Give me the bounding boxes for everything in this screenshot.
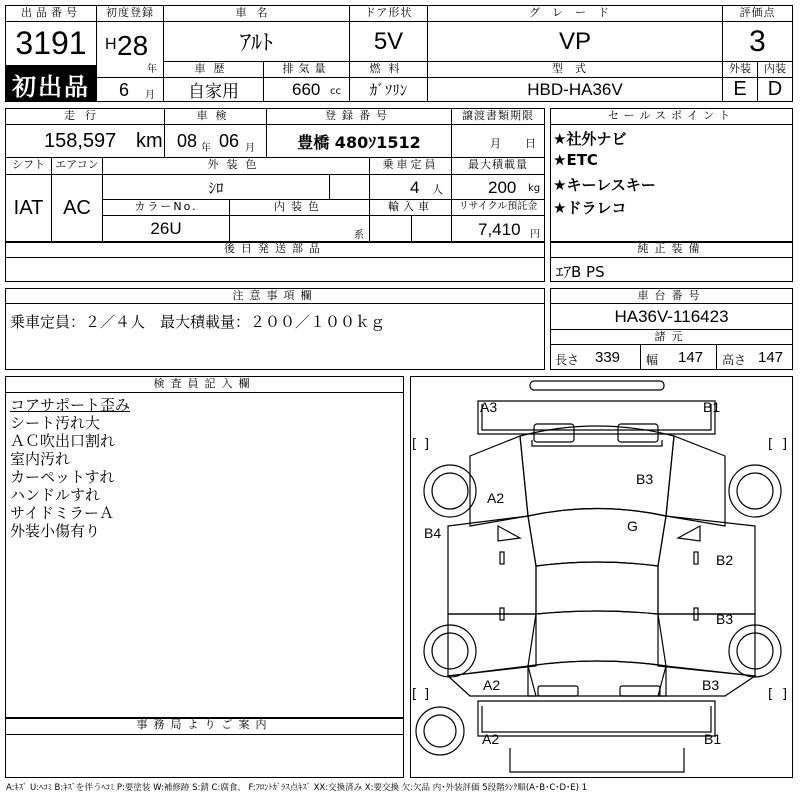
ext-color-value: ｼﾛ bbox=[103, 175, 330, 200]
sales-points-label: セールスポイント bbox=[550, 108, 793, 125]
car-name-label: 車名 bbox=[164, 5, 350, 22]
inspector-note: カーペットすれ bbox=[10, 468, 115, 486]
later-parts-label: 後日発送部品 bbox=[5, 242, 545, 258]
inspector-note: 室内汚れ bbox=[10, 450, 71, 468]
damage-mark-right-rear: B3 bbox=[716, 611, 734, 627]
interior-grade: D bbox=[758, 78, 793, 102]
length-value: 339 bbox=[595, 349, 621, 366]
damage-mark-left-door: B4 bbox=[424, 525, 442, 541]
reg-label: 初度登録 bbox=[97, 5, 164, 22]
import-cell-b bbox=[412, 216, 452, 242]
reg-era: H bbox=[105, 36, 117, 53]
ac-label: エアコン bbox=[52, 158, 103, 175]
svg-text:[: [ bbox=[768, 437, 774, 452]
damage-mark-windshield: G bbox=[627, 518, 638, 534]
damage-mark-front-right: B1 bbox=[703, 399, 721, 415]
sales-point-item: ★キーレスキー bbox=[553, 176, 656, 194]
grade-label: グレード bbox=[428, 5, 723, 22]
office-label: 事務局よりご案内 bbox=[5, 718, 404, 735]
recycle-cell bbox=[452, 216, 545, 242]
mileage-label: 走行 bbox=[5, 108, 165, 125]
ext-color-spare bbox=[330, 175, 370, 200]
displacement-value: 660 bbox=[292, 80, 321, 99]
fuel-value: ｶﾞｿﾘﾝ bbox=[350, 78, 428, 102]
lot-label: 出品番号 bbox=[5, 5, 97, 22]
door-label: ドア形状 bbox=[350, 5, 428, 22]
import-label: 輸入車 bbox=[370, 200, 452, 216]
capacity-cell bbox=[370, 175, 452, 200]
lot-number: 3191 bbox=[5, 22, 97, 66]
displacement-cell bbox=[264, 78, 350, 102]
sales-point-item: ★社外ナビ bbox=[553, 130, 627, 148]
int-color-cell bbox=[230, 216, 370, 242]
plate-value: 豊橋 480ｿ1512 bbox=[267, 125, 452, 158]
sales-point-item: ★ドラレコ bbox=[553, 199, 627, 217]
svg-text:]: ] bbox=[782, 687, 788, 702]
interior-label: 内装 bbox=[758, 62, 793, 78]
inspector-note: 外装小傷有り bbox=[10, 522, 101, 540]
svg-text:[: [ bbox=[768, 687, 774, 702]
inspector-note: ハンドルすれ bbox=[10, 486, 101, 504]
reg-month-cell bbox=[97, 78, 164, 102]
reg-month-unit: 月 bbox=[145, 90, 155, 101]
load-value: 200 bbox=[488, 178, 517, 197]
chassis-label: 車台番号 bbox=[550, 288, 793, 304]
score-label: 評価点 bbox=[723, 5, 793, 22]
width-label: 幅 bbox=[646, 353, 659, 367]
color-no-label: カラーNo. bbox=[103, 200, 230, 216]
inspector-note: サイドミラーＡ bbox=[10, 504, 114, 522]
damage-mark-left-rear: A2 bbox=[483, 677, 501, 693]
dims-row bbox=[550, 345, 793, 370]
recycle-unit: 円 bbox=[530, 229, 540, 240]
caution-label: 注意事項欄 bbox=[5, 288, 545, 304]
reg-year-unit: 年 bbox=[147, 64, 157, 75]
transfer-cell bbox=[452, 125, 545, 158]
fuel-label: 燃料 bbox=[350, 62, 428, 78]
inspector-note: コアサポート歪み bbox=[10, 396, 131, 414]
capacity-value: 4 bbox=[410, 178, 420, 197]
int-color-unit: 系 bbox=[354, 230, 364, 241]
svg-text:]: ] bbox=[424, 687, 430, 702]
inspector-note: シート汚れ大 bbox=[10, 414, 101, 432]
genuine-label: 純正装備 bbox=[550, 242, 793, 258]
svg-text:]: ] bbox=[782, 437, 788, 452]
model-value: HBD-HA36V bbox=[428, 78, 723, 102]
displacement-label: 排気量 bbox=[264, 62, 350, 78]
history-label: 車歴 bbox=[164, 62, 264, 78]
damage-mark-left-fender: A2 bbox=[487, 490, 505, 506]
reg-year-cell bbox=[97, 22, 164, 78]
first-listing-badge: 初出品 bbox=[5, 66, 97, 102]
grade-value: VP bbox=[428, 22, 723, 62]
inspector-notes bbox=[10, 396, 130, 540]
displacement-unit: cc bbox=[330, 86, 341, 97]
mileage-value: 158,597 bbox=[44, 130, 117, 152]
ext-color-label: 外装色 bbox=[103, 158, 370, 175]
car-name: ｱﾙﾄ bbox=[164, 22, 350, 62]
svg-text:[: [ bbox=[412, 437, 418, 452]
genuine-value: ｴｱB PS bbox=[556, 263, 605, 281]
plate-label: 登録番号 bbox=[267, 108, 452, 125]
reg-year: 28 bbox=[117, 30, 149, 61]
exterior-grade: E bbox=[723, 78, 758, 102]
inspection-year: 08 bbox=[177, 131, 198, 151]
capacity-unit: 人 bbox=[432, 183, 443, 196]
transfer-label: 譲渡書類期限 bbox=[452, 108, 545, 125]
car-diagram bbox=[410, 376, 793, 778]
transfer-day-unit: 日 bbox=[525, 137, 536, 150]
inspection-label: 車検 bbox=[165, 108, 267, 125]
damage-mark-rear-left: A2 bbox=[482, 731, 500, 747]
load-label: 最大積載量 bbox=[452, 158, 545, 175]
int-color-label: 内装色 bbox=[230, 200, 370, 216]
damage-legend: A:ｷｽﾞ U:ﾍｺﾐ B:ｷｽﾞを伴うﾍｺﾐ P:要塗装 W:補修跡 S:錆 C:腐食、 F:ﾌﾛﾝﾄｶﾞﾗｽ点ｷｽﾞ XX:交換済み X:要交換 欠:欠品 内･外装評価 5段階ﾗﾝｸ順(A･B･C･D･E) 1 bbox=[6, 783, 588, 793]
svg-text:[: [ bbox=[412, 687, 418, 702]
length-label: 長さ bbox=[555, 353, 580, 367]
inspector-label: 検査員記入欄 bbox=[5, 376, 404, 393]
capacity-label: 乗車定員 bbox=[370, 158, 452, 175]
mileage-cell bbox=[5, 125, 165, 158]
model-label: 型式 bbox=[428, 62, 723, 78]
inspector-note: ＡＣ吹出口割れ bbox=[10, 432, 116, 450]
caution-text: 乗車定員：２／４人 最大積載量：２００／１００ｋｇ bbox=[10, 313, 386, 331]
load-unit: kg bbox=[528, 183, 541, 194]
history-value: 自家用 bbox=[164, 78, 264, 102]
transfer-month-unit: 月 bbox=[490, 137, 501, 150]
width-value: 147 bbox=[678, 349, 704, 366]
damage-mark-hood: B3 bbox=[636, 471, 654, 487]
inspection-month: 06 bbox=[219, 131, 240, 151]
load-cell bbox=[452, 175, 545, 200]
recycle-label: リサイクル預託金 bbox=[452, 200, 545, 216]
damage-mark-right-quarter: B3 bbox=[702, 677, 720, 693]
inspection-year-unit: 年 bbox=[201, 143, 211, 154]
import-cell-a bbox=[370, 216, 412, 242]
color-no-value: 26U bbox=[103, 216, 230, 242]
height-label: 高さ bbox=[722, 353, 747, 367]
chassis-number: HA36V-116423 bbox=[550, 304, 793, 330]
sales-point-item: ★ETC bbox=[553, 151, 598, 169]
inspection-cell bbox=[165, 125, 267, 158]
mileage-unit: km bbox=[136, 130, 163, 152]
recycle-value: 7,410 bbox=[478, 220, 521, 239]
shift-value: IAT bbox=[5, 175, 52, 242]
shift-label: シフト bbox=[5, 158, 52, 175]
inspection-month-unit: 月 bbox=[245, 143, 255, 154]
exterior-label: 外装 bbox=[723, 62, 758, 78]
damage-mark-rear-right: B1 bbox=[704, 731, 722, 747]
door-value: 5V bbox=[350, 22, 428, 62]
svg-text:]: ] bbox=[424, 437, 430, 452]
height-value: 147 bbox=[758, 349, 784, 366]
reg-month: 6 bbox=[119, 80, 130, 100]
damage-mark-right-door: B2 bbox=[716, 552, 734, 568]
dims-label: 諸元 bbox=[550, 330, 793, 345]
ac-value: AC bbox=[52, 175, 103, 242]
score-value: 3 bbox=[723, 22, 793, 62]
damage-mark-front-left: A3 bbox=[480, 399, 498, 415]
